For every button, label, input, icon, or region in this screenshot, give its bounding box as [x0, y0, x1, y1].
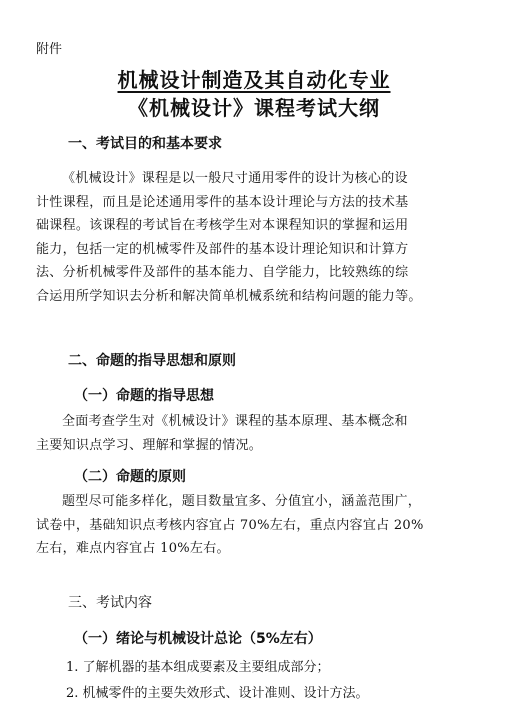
paragraph-line: 主要知识点学习、理解和掌握的情况。 [36, 437, 263, 453]
list-item: 2. 机械零件的主要失效形式、设计准则、设计方法。 [66, 686, 369, 701]
paragraph-line: 能力，包括一定的机械零件及部件的基本设计理论知识和计算方 [36, 241, 409, 257]
section2-sub2-paragraph [36, 490, 476, 561]
paragraph-line: 《机械设计》课程是以一般尺寸通用零件的设计为核心的设 [62, 171, 408, 186]
section1-paragraph [36, 167, 476, 308]
paragraph-line: 题型尽可能多样化，题目数量宜多、分值宜小，涵盖范围广， [62, 494, 422, 509]
paragraph-line: 全面考查学生对《机械设计》课程的基本原理、基本概念和 [62, 414, 408, 429]
section3-heading: 三、考试内容 [68, 595, 152, 611]
attachment-label: 附件 [36, 42, 63, 57]
section3-sub1-heading: （一）绪论与机械设计总论（5%左右） [74, 631, 322, 647]
section2-sub2-heading: （二）命题的原则 [74, 469, 186, 485]
paragraph-line: 合运用所学知识去分析和解决简单机械系统和结构问题的能力等。 [36, 288, 422, 304]
list-item: 1. 了解机器的基本组成要素及主要组成部分； [66, 660, 330, 675]
paragraph-line: 左右，难点内容宜占 10%左右。 [36, 541, 230, 556]
paragraph-line: 计性课程，而且是论述通用零件的基本设计理论与方法的技术基 [36, 194, 409, 210]
section2-sub1-paragraph [36, 410, 476, 457]
section2-sub1-heading: （一）命题的指导思想 [74, 388, 214, 404]
paragraph-line: 试卷中，基础知识点考核内容宜占 70%左右，重点内容宜占 20% [36, 517, 424, 533]
section2-heading: 二、命题的指导思想和原则 [68, 353, 236, 369]
document-title-line2: 《机械设计》课程考试大纲 [128, 96, 380, 120]
document-title-line1: 机械设计制造及其自动化专业 [117, 68, 391, 92]
paragraph-line: 法、分析机械零件及部件的基本能力、自学能力，比较熟练的综 [36, 265, 409, 280]
section1-heading: 一、考试目的和基本要求 [68, 136, 222, 152]
paragraph-line: 础课程。该课程的考试旨在考核学生对本课程知识的掌握和运用 [36, 218, 409, 233]
